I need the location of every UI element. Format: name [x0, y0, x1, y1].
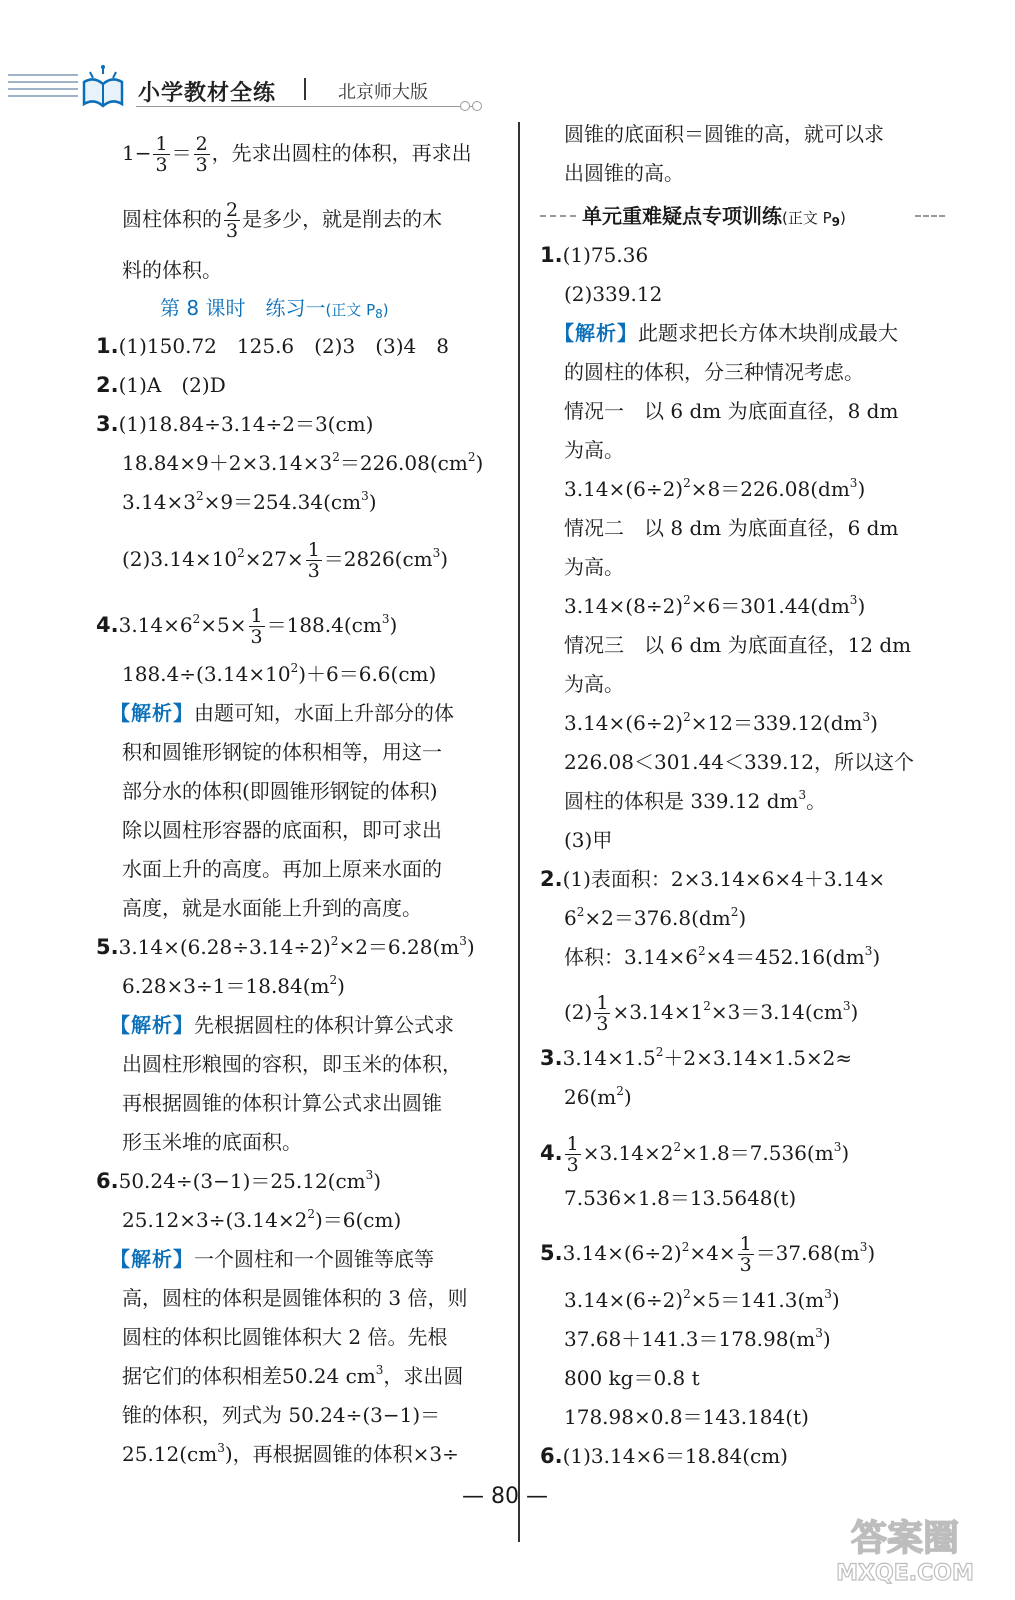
- q5-line-2: $6.28\times 3\div 1=18.84(m^2)$: [122, 973, 345, 998]
- intro-line-2: 圆柱体积的 $\frac{2}{3}$ 是多少，就是削去的木: [122, 199, 443, 242]
- q5-explanation-3: 再根据圆锥的体积计算公式求出圆锥: [122, 1091, 442, 1115]
- q6-explanation-1: 【解析】一个圆柱和一个圆锥等底等: [110, 1247, 434, 1271]
- q3-line-2: $18.84\times 9+2\times 3.14\times 3^2=226.08(cm^2)$: [122, 450, 484, 475]
- r-q3-line-2: $26(m^2)$: [564, 1084, 632, 1109]
- r-question-4: 4. $\frac{1}{3}$ $\times 3.14\times 2^2\times 1.8=7.536(m^3)$: [540, 1133, 850, 1176]
- page-number: — 80 —: [462, 1484, 548, 1509]
- r-q1-case-2: 情况二 以 8 dm 为底面直径，6 dm: [564, 516, 899, 540]
- r-q1-case-3: 情况三 以 6 dm 为底面直径，12 dm: [564, 633, 912, 657]
- question-2: 2.(1)A (2)D: [96, 373, 226, 397]
- section-rule-left: [540, 215, 576, 217]
- r-q2-line-3: 体积：$3.14\times 6^2\times 4=452.16(dm^3)$: [564, 944, 881, 969]
- r-q1-compare: 226.08＜301.44＜339.12，所以这个: [564, 750, 914, 774]
- watermark-logo: [820, 1508, 990, 1588]
- question-5: $5.3.14\times(6.28\div 3.14\div 2)^2\times 2=6.28(m^3)$: [96, 934, 475, 959]
- r-q1-case-2-calc: $3.14\times(8\div 2)^2\times 6=301.44(dm^3)$: [564, 593, 866, 618]
- intro-line-3: 料的体积。: [122, 258, 222, 282]
- question-6: $6.50.24\div(3-1)=25.12(cm^3)$: [96, 1168, 382, 1193]
- q4-explanation-1: 【解析】由题可知，水面上升部分的体: [110, 701, 454, 725]
- section-title: 单元重难疑点专项训练(正文 $P_9$): [582, 204, 846, 229]
- lesson-heading: 第 8 课时 练习一(正文 $P_8$): [160, 296, 389, 321]
- r-q1-explanation-1: 【解析】此题求把长方体木块削成最大: [554, 321, 898, 345]
- continued-line-1: 圆锥的底面积＝圆锥的高，就可以求: [564, 122, 884, 146]
- r-q1-case-1-b: 为高。: [564, 438, 624, 462]
- section-rule-right: [915, 215, 945, 217]
- q5-explanation-2: 出圆柱形粮囤的容积，即玉米的体积，: [122, 1052, 462, 1076]
- q6-explanation-3: 圆柱的体积比圆锥体积大 2 倍。先根: [122, 1325, 448, 1349]
- q6-explanation-5: 锥的体积，列式为 50.24÷(3−1)＝: [122, 1403, 441, 1427]
- r-q5-line-3: $37.68+141.3=178.98(m^3)$: [564, 1326, 831, 1351]
- header-dot: [472, 101, 482, 111]
- edition-label: 北京师大版: [338, 82, 428, 103]
- r-q5-line-5: 178.98×0.8＝143.184(t): [564, 1405, 809, 1429]
- header-dot: [460, 101, 470, 111]
- q6-explanation-4: 据它们的体积相差50.24 $cm^3$，求出圆: [122, 1363, 464, 1388]
- r-q4-line-2: 7.536×1.8＝13.5648(t): [564, 1186, 797, 1210]
- q5-explanation-4: 形玉米堆的底面积。: [122, 1130, 302, 1154]
- r-question-2: 2.(1)表面积：2×3.14×6×4＋3.14×: [540, 867, 886, 891]
- q3-line-3: $3.14\times 3^2\times 9=254.34(cm^3)$: [122, 489, 377, 514]
- section-heading: [540, 198, 945, 234]
- r-q1-line-2: (2)339.12: [564, 282, 663, 306]
- header-decor-lines: [8, 74, 78, 102]
- question-4: $4.3.14\times 6^2\times 5\times$ $\frac{1}{3}$ $=188.4(cm^3)$: [96, 605, 398, 648]
- q4-explanation-5: 水面上升的高度。再加上原来水面的: [122, 857, 442, 881]
- column-divider: [518, 122, 520, 1542]
- open-book-icon: [78, 64, 128, 110]
- r-q1-case-3-calc: $3.14\times(6\div 2)^2\times 12=339.12(dm^3)$: [564, 710, 878, 735]
- r-q1-case-1-calc: $3.14\times(6\div 2)^2\times 8=226.08(dm^3)$: [564, 476, 866, 501]
- r-q5-line-4: 800 kg＝0.8 t: [564, 1366, 700, 1390]
- r-q1-result: 圆柱的体积是 339.12 $dm^3$。: [564, 788, 827, 813]
- series-title: 小学教材全练: [138, 81, 277, 106]
- r-q1-explanation-2: 的圆柱的体积，分三种情况考虑。: [564, 360, 864, 384]
- question-1: 1.(1)150.72 125.6 (2)3 (3)4 8: [96, 334, 449, 358]
- q4-explanation-6: 高度，就是水面能上升到的高度。: [122, 896, 422, 920]
- q5-explanation-1: 【解析】先根据圆柱的体积计算公式求: [110, 1013, 454, 1037]
- continued-line-2: 出圆锥的高。: [564, 161, 684, 185]
- r-question-3: $3.3.14\times 1.5^2+2\times 3.14\times 1.5\times 2\approx$: [540, 1045, 853, 1070]
- q3-line-4: $(2)3.14\times 10^2\times 27\times$ $\frac{1}{3}$ $=2826(cm^3)$: [122, 539, 449, 582]
- q6-explanation-6: $25.12(cm^3)$，再根据圆锥的体积×3÷: [122, 1441, 459, 1466]
- r-q1-part-3: (3)甲: [564, 828, 613, 852]
- intro-line-1: 1− $\frac{1}{3}$ ＝ $\frac{2}{3}$ ，先求出圆柱的体积，再求出: [122, 133, 472, 176]
- q4-explanation-4: 除以圆柱形容器的底面积，即可求出: [122, 818, 442, 842]
- watermark-text-2: MXQE.COM: [836, 1561, 974, 1586]
- watermark-text-1: 答案圈: [850, 1518, 960, 1559]
- r-q1-case-1: 情况一 以 6 dm 为底面直径，8 dm: [564, 399, 899, 423]
- r-q1-case-3-b: 为高。: [564, 672, 624, 696]
- question-3: 3.(1)18.84÷3.14÷2＝3(cm): [96, 412, 374, 436]
- r-question-1: 1.(1)75.36: [540, 243, 649, 267]
- q4-line-2: $188.4\div(3.14\times 10^2)+6=6.6(cm)$: [122, 661, 437, 686]
- r-q1-case-2-b: 为高。: [564, 555, 624, 579]
- r-q2-line-2: $6^2\times 2=376.8(dm^2)$: [564, 905, 747, 930]
- r-question-6: 6.(1)3.14×6＝18.84(cm): [540, 1444, 788, 1468]
- r-q2-line-4: (2) $\frac{1}{3}$ $\times 3.14\times 1^2\times 3=3.14(cm^3)$: [564, 992, 859, 1035]
- r-question-5: $5.3.14\times(6\div 2)^2\times 4\times$ $\frac{1}{3}$ $=37.68(m^3)$: [540, 1233, 876, 1276]
- q6-explanation-2: 高，圆柱的体积是圆锥体积的 3 倍，则: [122, 1286, 468, 1310]
- header-underline: [136, 106, 476, 107]
- q4-explanation-3: 部分水的体积(即圆锥形钢锭的体积): [122, 779, 438, 803]
- header-separator: [304, 78, 306, 100]
- r-q5-line-2: $3.14\times(6\div 2)^2\times 5=141.3(m^3)$: [564, 1287, 840, 1312]
- q6-line-2: $25.12\times 3\div(3.14\times 2^2)=6(cm)$: [122, 1207, 402, 1232]
- q4-explanation-2: 积和圆锥形钢锭的体积相等，用这一: [122, 740, 442, 764]
- page-header: [8, 62, 488, 118]
